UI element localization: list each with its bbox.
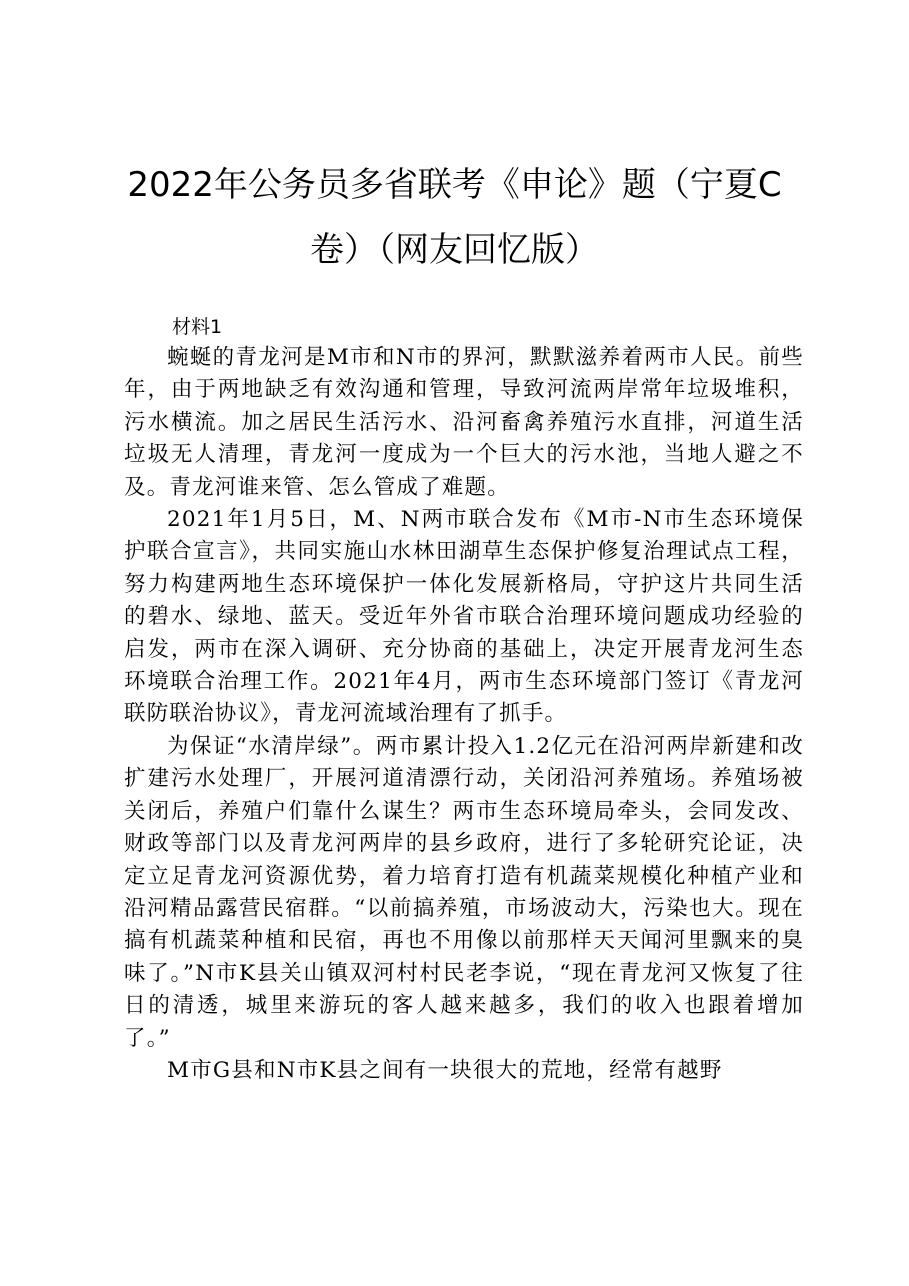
document-body	[124, 342, 804, 1087]
document-title-line-1: 2022年公务员多省联考《申论》题（宁夏C	[127, 165, 782, 205]
document-title-line-2: 卷）（网友回忆版）	[310, 230, 599, 270]
paragraph-1: 蜿蜒的青龙河是M市和N市的界河，默默滋养着两市人民。前些年，由于两地缺乏有效沟通和管理，导致河流两岸常年垃圾堆积，污水横流。加之居民生活污水、沿河畜禽养殖污水直排，河道生活垃圾无人清理，青龙河一度成为一个巨大的污水池，当地人避之不及。青龙河谁来管、怎么管成了难题。	[124, 345, 804, 500]
paragraph-3: 为保证“水清岸绿”。两市累计投入1.2亿元在沿河两岸新建和改扩建污水处理厂，开展河道清漂行动，关闭沿河养殖场。养殖场被关闭后，养殖户们靠什么谋生？两市生态环境局牵头，会同发改、财政等部门以及青龙河两岸的县乡政府，进行了多轮研究论证，决定立足青龙河资源优势，着力培育打造有机蔬菜规模化种植产业和沿河精品露营民宿群。“以前搞养殖，市场波动大，污染也大。现在搞有机蔬菜种植和民宿，再也不用像以前那样天天闻河里飘来的臭味了。”N市K县关山镇双河村村民老李说，“现在青龙河又恢复了往日的清透，城里来游玩的客人越来越多，我们的收入也跟着增加了。”	[124, 733, 804, 1051]
paragraph-4: M市G县和N市K县之间有一块很大的荒地，经常有越野	[167, 1057, 723, 1083]
paragraph-2: 2021年1月5日，M、N两市联合发布《M市-N市生态环境保护联合宣言》，共同实施山水林田湖草生态保护修复治理试点工程，努力构建两地生态环境保护一体化发展新格局，守护这片共同生活的碧水、绿地、蓝天。受近年外省市联合治理环境问题成功经验的启发，两市在深入调研、充分协商的基础上，决定开展青龙河生态环境联合治理工作。2021年4月，两市生态环境部门签订《青龙河联防联治协议》，青龙河流域治理有了抓手。	[124, 507, 804, 727]
section-heading: 材料1	[172, 316, 223, 338]
